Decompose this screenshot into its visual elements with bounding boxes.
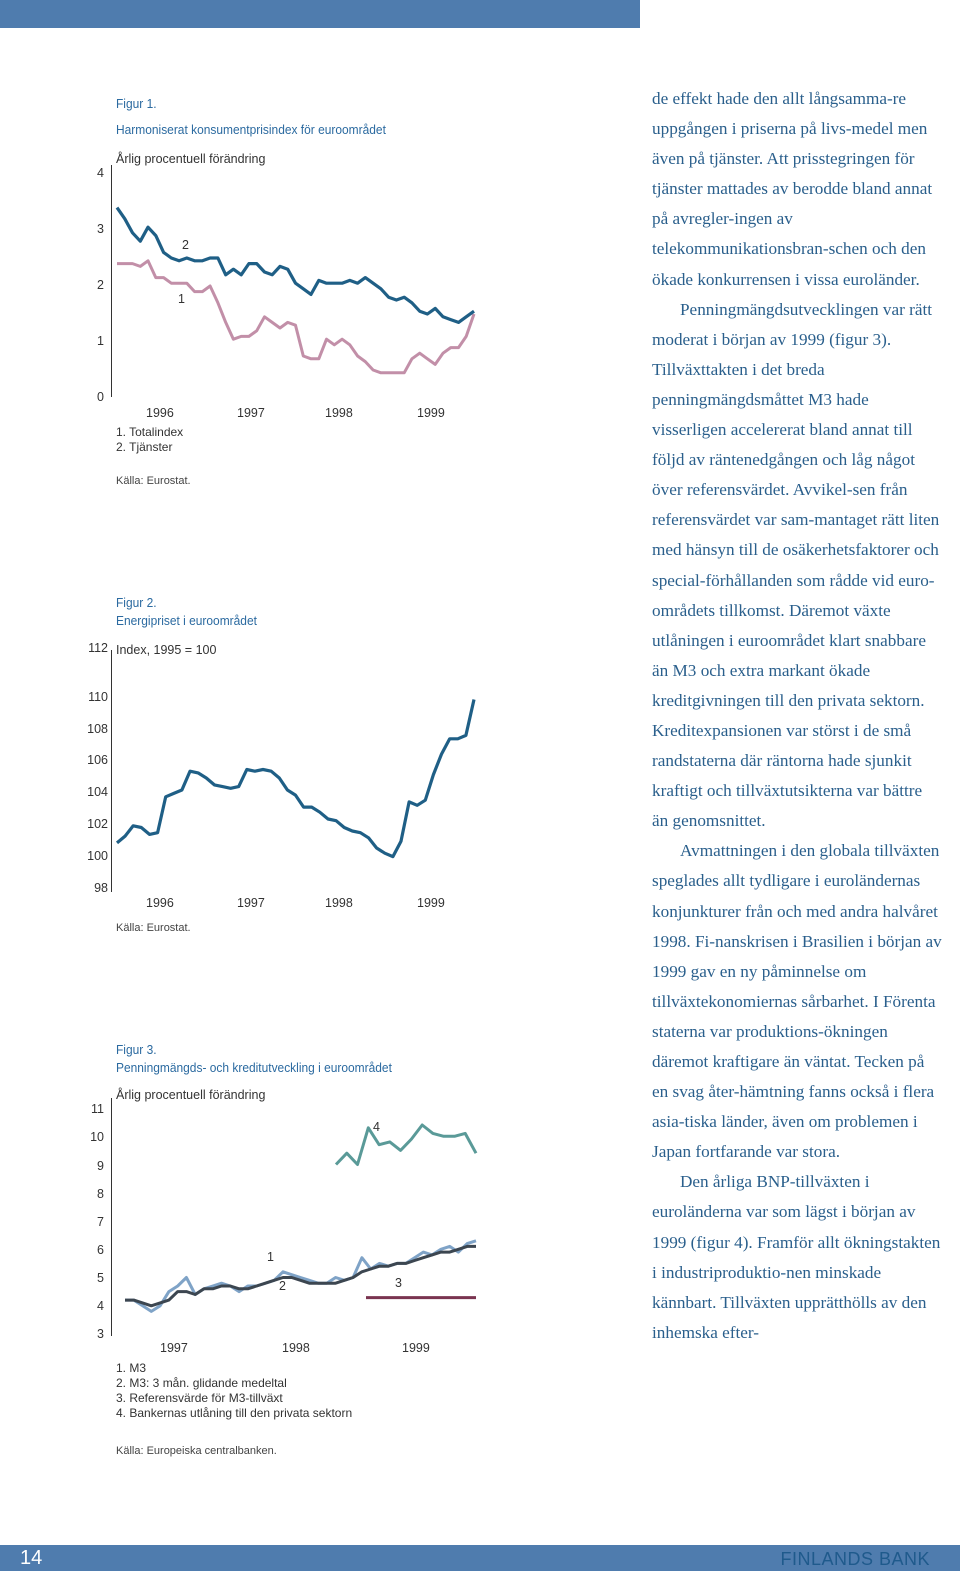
fig3-series-label: 3 (395, 1276, 402, 1290)
fig3-ytick: 4 (97, 1299, 104, 1313)
fig1-ytick: 1 (97, 334, 104, 348)
fig2-energy-line (117, 700, 474, 857)
fig3-ytick: 3 (97, 1327, 104, 1341)
page-number: 14 (20, 1547, 43, 1569)
fig3-ytick: 7 (97, 1215, 104, 1229)
fig2-source: Källa: Eurostat. (116, 922, 191, 934)
fig2-ytick: 104 (87, 785, 108, 799)
fig1-label: Figur 1. (116, 96, 157, 111)
fig1-series-label: 2 (182, 238, 189, 252)
fig3-legend-item: 2. M3: 3 mån. glidande medeltal (116, 1376, 287, 1390)
fig1-series-totalindex-line (117, 208, 474, 323)
fig2-ytick: 106 (87, 753, 108, 767)
fig1-xtick: 1999 (417, 406, 445, 420)
fig3-ytick: 5 (97, 1271, 104, 1285)
fig1-xtick: 1997 (237, 406, 265, 420)
paragraph: Penningmängdsutvecklingen var rätt moderat i början av 1999 (figur 3). Tillväxttakten i det breda penningmängdsmåttet M3 hade visserligen accelererat bland annat till följd av räntenedgången och låg något över referensvärdet. Avvikel-sen från referensvärdet var sam-mantaget rätt liten med hänsyn till de osäkerhetsfaktorer och special-förhållanden som rådde vid euro-områdets tillkomst. Däremot växte utlåningen i euroområdet klart snabbare än M3 och extra markant ökade kreditgivningen till den privata sektorn. Kreditexpansionen var störst i de små randstaterna där räntorna hade sjunkit kraftigt och tillväxtutsikterna var bättre än genomsnittet. (652, 299, 940, 831)
fig2-xtick: 1998 (325, 896, 353, 910)
fig2-ytick: 112 (88, 641, 108, 655)
fig1-ytick: 2 (97, 278, 104, 292)
publisher-name: FINLANDS BANK (780, 1549, 930, 1569)
fig1-ytick: 3 (97, 222, 104, 236)
fig1-series-tjanster-line (117, 261, 474, 373)
fig3-legend-item: 3. Referensvärde för M3-tillväxt (116, 1391, 283, 1405)
fig3-ytick: 9 (97, 1159, 104, 1173)
fig2-ytick: 108 (87, 722, 108, 736)
fig3-ytick: 10 (90, 1130, 104, 1144)
fig3-legend-item: 4. Bankernas utlåning till den privata sektorn (116, 1406, 353, 1420)
fig2-ytick: 102 (87, 817, 108, 831)
fig1-title: Harmoniserat konsumentprisindex för euroområdet (116, 122, 386, 137)
fig2-ytick: 110 (88, 690, 108, 704)
fig3-xtick: 1997 (160, 1341, 188, 1355)
fig2-xtick: 1999 (417, 896, 445, 910)
fig3-ytick: 8 (97, 1187, 104, 1201)
fig2-xtick: 1996 (146, 896, 174, 910)
fig3-series-m3-line (125, 1241, 476, 1312)
fig2-ytick: 98 (94, 881, 108, 895)
article-body (652, 84, 942, 1348)
fig1-ytick: 4 (97, 166, 104, 180)
fig3-xtick: 1998 (282, 1341, 310, 1355)
fig2-xtick: 1997 (237, 896, 265, 910)
fig1-series-label: 1 (178, 292, 185, 306)
fig3-series-label: 2 (279, 1279, 286, 1293)
fig2-label: Figur 2. (116, 595, 157, 610)
fig3-label: Figur 3. (116, 1042, 157, 1057)
fig1-source: Källa: Eurostat. (116, 475, 191, 487)
paragraph: Avmattningen i den globala tillväxten speglades allt tydligare i euroländernas konjunkturer från och med andra halvåret 1998. Fi-nanskrisen i Brasilien i början av 1999 gav en ny påminnelse om tillväxtekonomiernas sårbarhet. I Förenta staterna var produktions-ökningen däremot kraftigare än väntat. Tecken på en svag åter-hämtning fanns också i flera asia-tiska länder, även om problemen i Japan fortfarande var stora. (652, 841, 942, 1162)
fig3-subtitle: Årlig procentuell förändring (116, 1088, 266, 1102)
fig3-series-label: 4 (373, 1120, 380, 1134)
fig3-source: Källa: Europeiska centralbanken. (116, 1445, 277, 1457)
fig2-title: Energipriset i euroområdet (116, 613, 257, 628)
fig1-xtick: 1998 (325, 406, 353, 420)
fig3-ytick: 6 (97, 1243, 104, 1257)
fig3-ytick: 11 (91, 1102, 104, 1116)
fig3-series-label: 1 (267, 1250, 274, 1264)
fig3-legend-item: 1. M3 (116, 1361, 147, 1375)
fig1-xtick: 1996 (146, 406, 174, 420)
paragraph: de effekt hade den allt långsamma-re uppgången i priserna på livs-medel men även på tjänster. Att prisstegringen för tjänster mattades av berodde bland annat på avregler-ingen av telekommunikationsbran-schen och den ökade konkurrensen i vissa euroländer. (652, 89, 933, 289)
fig2-subtitle: Index, 1995 = 100 (116, 643, 217, 657)
fig1-legend-item: 2. Tjänster (116, 440, 173, 454)
fig1-legend-item: 1. Totalindex (116, 425, 184, 439)
fig1-ytick: 0 (97, 390, 104, 404)
fig3-title: Penningmängds- och kreditutveckling i euroområdet (116, 1060, 392, 1075)
paragraph: Den årliga BNP-tillväxten i euroländerna var som lägst i början av 1999 (figur 4). Framför allt ökningstakten i industriproduktio-nen minskade kännbart. Tillväxten upprätthölls av den inhemska efter- (652, 1172, 941, 1342)
fig3-series-lending-line (336, 1125, 476, 1165)
fig3-xtick: 1999 (402, 1341, 430, 1355)
fig2-ytick: 100 (87, 849, 108, 863)
fig1-subtitle: Årlig procentuell förändring (116, 152, 266, 166)
